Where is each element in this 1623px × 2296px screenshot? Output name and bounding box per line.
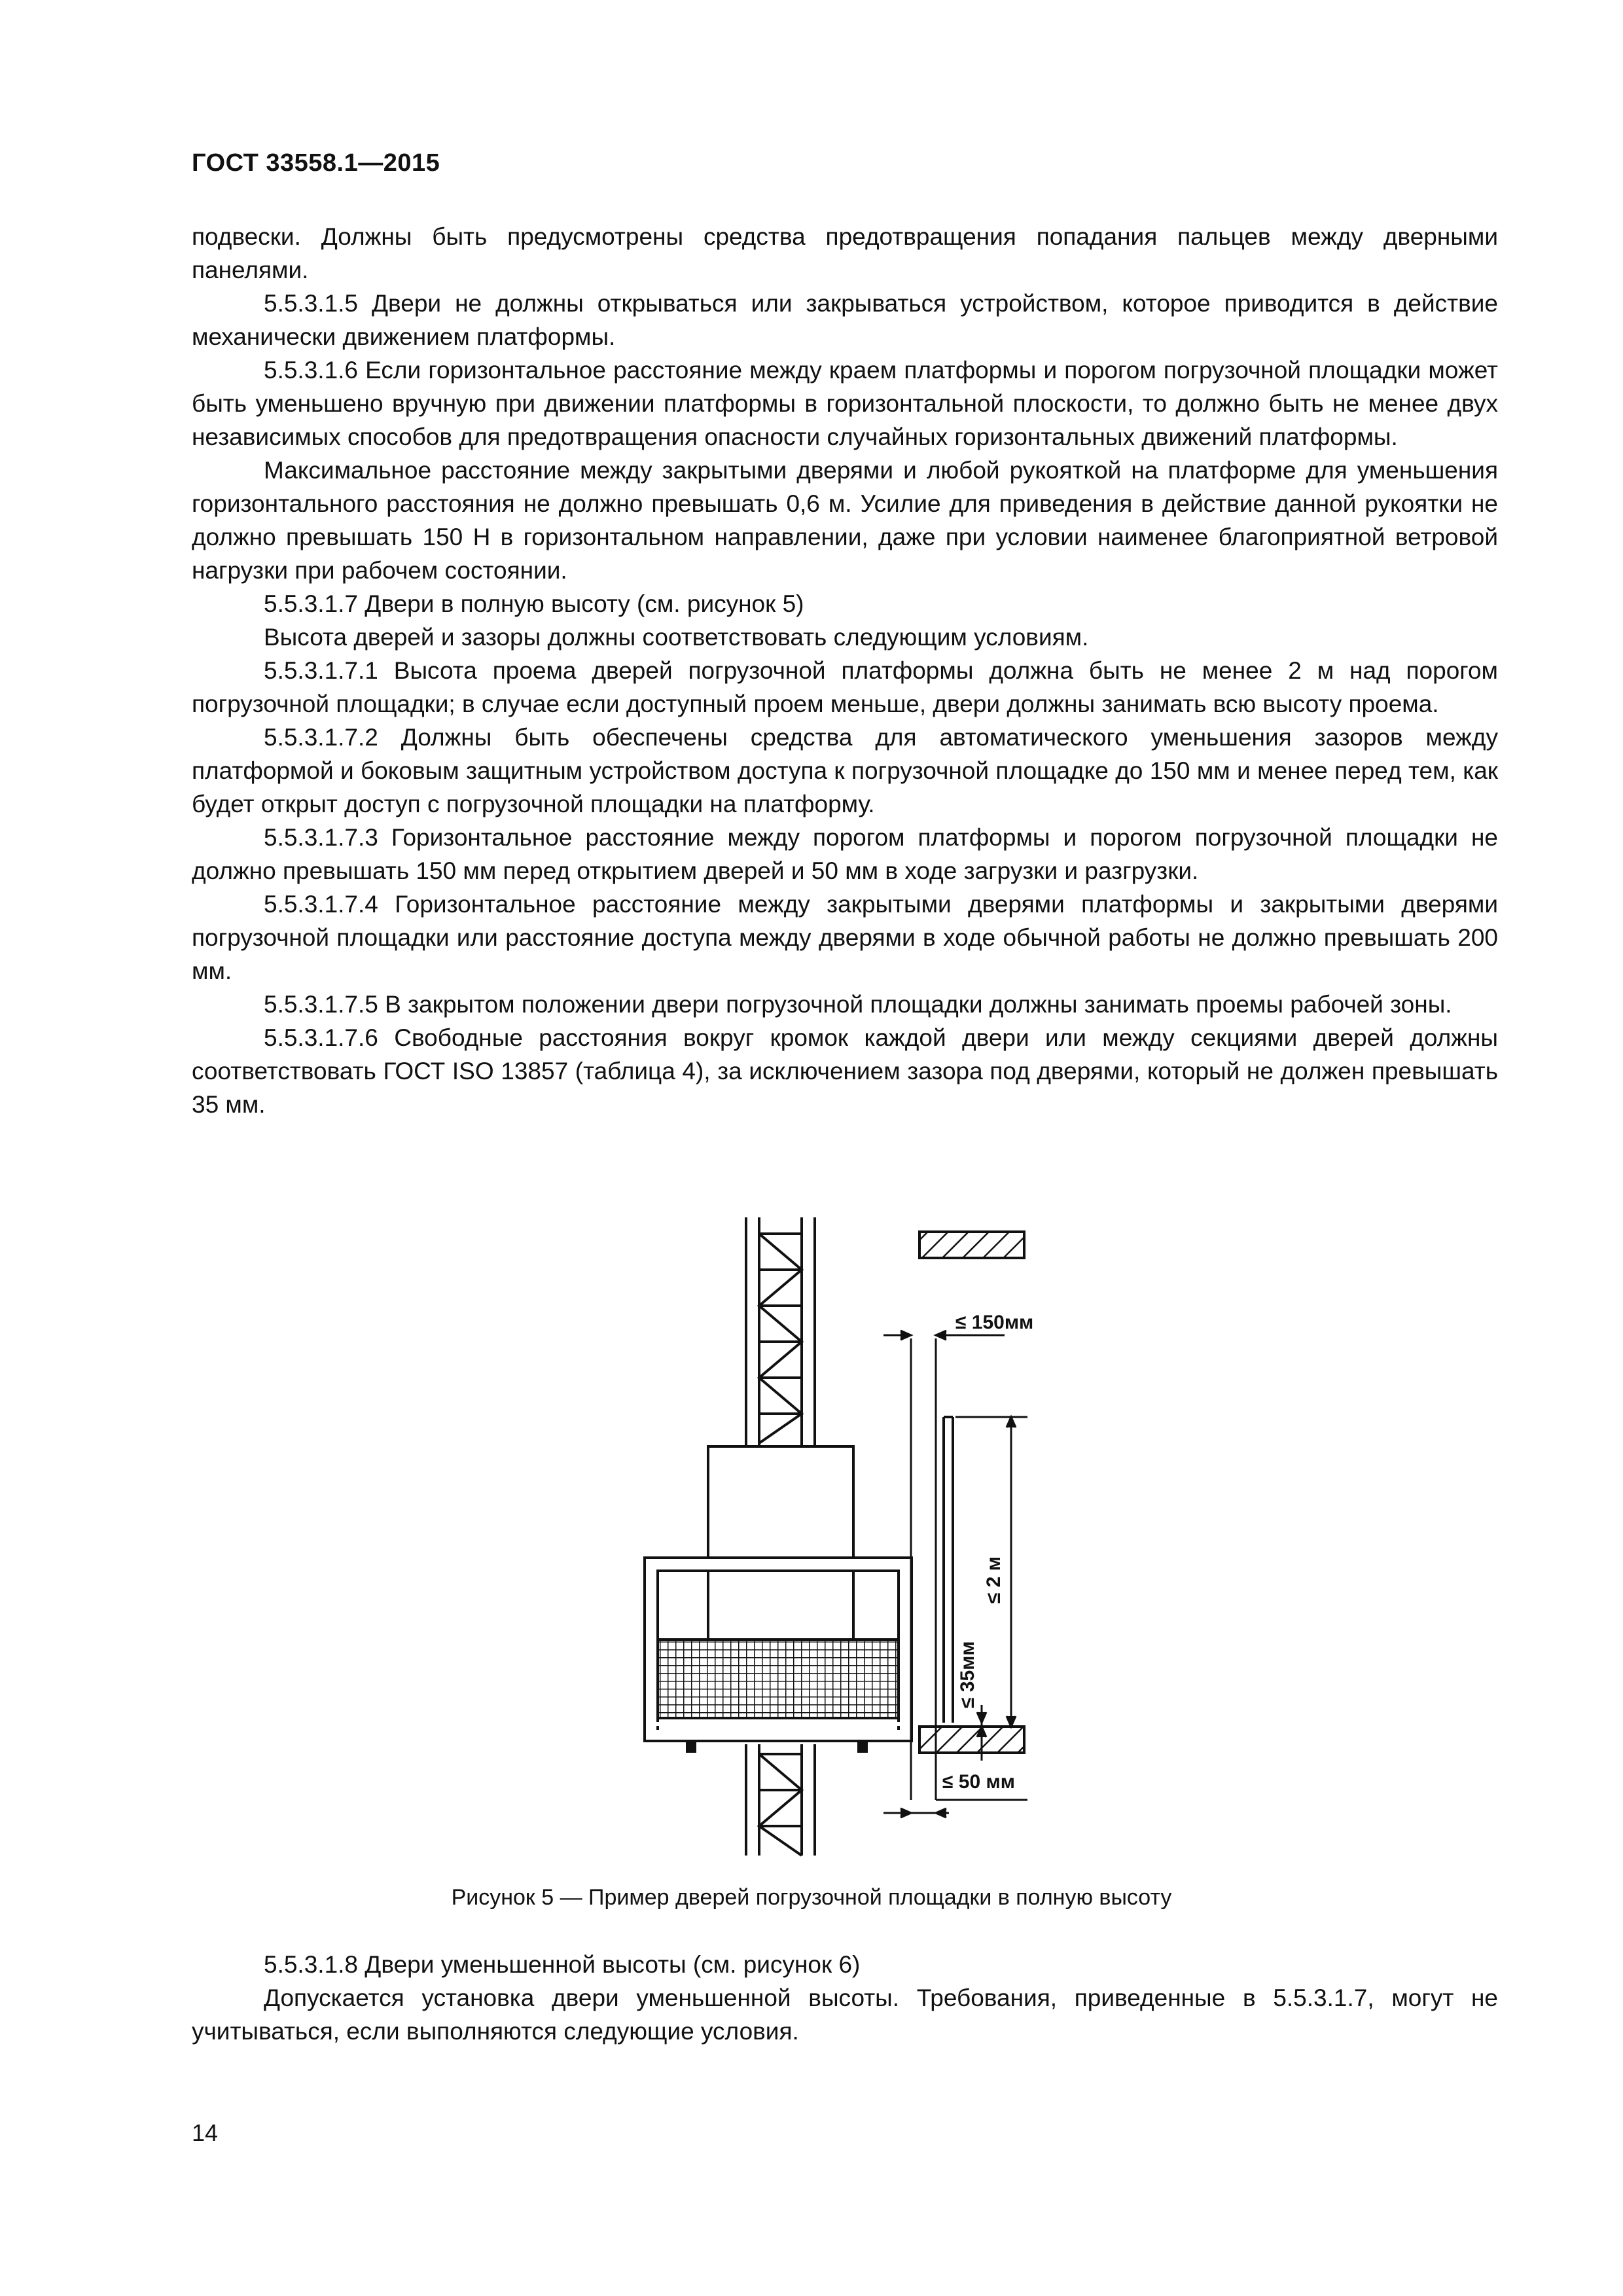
paragraph: 5.5.3.1.7.6 Свободные расстояния вокруг кромок каждой двери или между секциями дверей должны соответствовать ГОСТ ISO 13857 (таблица 4), за исключением зазора под дверями, который не должен превышать 35 мм.	[192, 1024, 1498, 1118]
dim-50	[883, 1800, 1027, 1818]
figure-caption: Рисунок 5 — Пример дверей погрузочной площадки в полную высоту	[451, 1885, 1172, 1910]
paragraph: 5.5.3.1.7.3 Горизонтальное расстояние между порогом платформы и порогом погрузочной площадки не должно превышать 150 мм перед открытием дверей и 50 мм в ходе загрузки и разгрузки.	[192, 824, 1498, 884]
paragraph: Высота дверей и зазоры должны соответствовать следующим условиям.	[264, 624, 1089, 651]
landing-door	[944, 1417, 953, 1723]
paragraph: 5.5.3.1.5 Двери не должны открываться или закрываться устройством, которое приводится в действие механически движением платформы.	[192, 290, 1498, 350]
figure-drawing	[0, 1204, 1623, 1898]
dim-label-35: ≤ 35мм	[957, 1641, 978, 1708]
document-code: ГОСТ 33558.1—2015	[192, 149, 440, 177]
dim-label-2m: ≤ 2 м	[983, 1556, 1005, 1604]
paragraph: 5.5.3.1.7.4 Горизонтальное расстояние между закрытыми дверями платформы и закрытыми дверями погрузочной площадки или расстояние доступа между дверями в ходе обычной работы не должно превышать 200 мм.	[192, 891, 1498, 984]
paragraph: Максимальное расстояние между закрытыми дверями и любой рукояткой на платформе для уменьшения горизонтального расстояния не должно превышать 0,6 м. Усилие для приведения в действие данной рукоятки не должно превышать 150 Н в горизонтальном направлении, даже при условии наименее благоприятной ветровой нагрузки при рабочем состоянии.	[192, 457, 1498, 584]
body-text-continued	[192, 1948, 1498, 2048]
dim-label-50: ≤ 50 мм	[942, 1771, 1015, 1793]
figure-5	[0, 1204, 1623, 1898]
paragraph: Допускается установка двери уменьшенной высоты. Требования, приведенные в 5.5.3.1.7, могут не учитываться, если выполняются следующие условия.	[192, 1984, 1498, 2045]
paragraph: 5.5.3.1.7.5 В закрытом положении двери погрузочной площадки должны занимать проемы рабочей зоны.	[264, 991, 1452, 1018]
paragraph: 5.5.3.1.7.1 Высота проема дверей погрузочной платформы должна быть не менее 2 м над порогом погрузочной площадки; в случае если доступный проем меньше, двери должны занимать всю высоту проема.	[192, 657, 1498, 717]
paragraph: подвески. Должны быть предусмотрены средства предотвращения попадания пальцев между дверными панелями.	[192, 223, 1498, 283]
mast-lower	[746, 1744, 815, 1856]
dim-label-150: ≤ 150мм	[955, 1312, 1034, 1333]
platform	[645, 1558, 912, 1751]
body-text	[192, 220, 1498, 1121]
paragraph: 5.5.3.1.7.2 Должны быть обеспечены средства для автоматического уменьшения зазоров между платформой и боковым защитным устройством доступа к погрузочной площадке до 150 мм и менее перед тем, как будет открыт доступ с погрузочной площадки на платформу.	[192, 724, 1498, 817]
paragraph: 5.5.3.1.6 Если горизонтальное расстояние между краем платформы и порогом погрузочной площадки может быть уменьшено вручную при движении платформы в горизонтальной плоскости, то должно быть не менее двух независимых способов для предотвращения опасности случайных горизонтальных движений платформы.	[192, 357, 1498, 450]
paragraph: 5.5.3.1.8 Двери уменьшенной высоты (см. рисунок 6)	[264, 1951, 861, 1978]
paragraph: 5.5.3.1.7 Двери в полную высоту (см. рисунок 5)	[264, 590, 804, 617]
page-number: 14	[192, 2119, 219, 2146]
mast-upper	[746, 1217, 815, 1446]
landing-slab-upper	[919, 1232, 1024, 1258]
